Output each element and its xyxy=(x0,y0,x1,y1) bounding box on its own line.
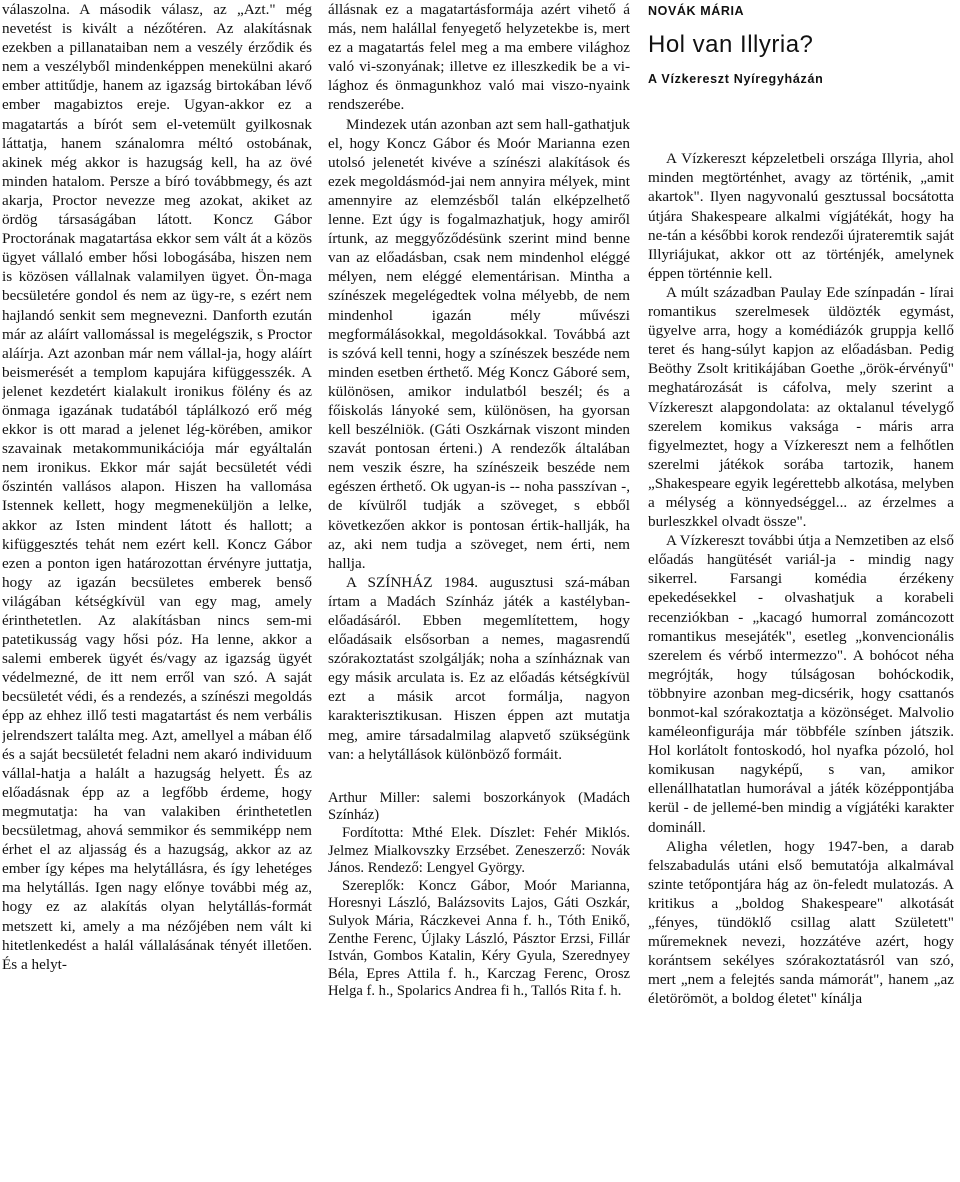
article-column-2 xyxy=(328,0,630,1176)
production-credits xyxy=(328,790,630,1001)
body-paragraph: A SZÍNHÁZ 1984. augusztusi szá-mában írtam a Madách Színház játék a kastélyban-előadásáról. Ebben megemlítettem, hogy előadásaik elsősorban a nemes, magasrendű szórakoztatást szolgálják; noha a színháznak van egy másik arculata is. Ez az előadás kétségkívül ezt a másik arcot formálja, nagyon karakterisztikusan. Hiszen éppen azt mutatja meg, amire társadalmilag alapvető szükségünk van: a helytállások különböző formáit. xyxy=(328,573,630,763)
article-subtitle: A Vízkereszt Nyíregyházán xyxy=(648,72,824,87)
article-column-3 xyxy=(648,0,954,1176)
credits-crew: Fordította: Mthé Elek. Díszlet: Fehér Miklós. Jelmez Mialkovszky Erzsébet. Zeneszerző: Novák János. Rendező: Lengyel György. xyxy=(328,824,630,877)
body-paragraph: válaszolna. A második válasz, az „Azt." még nevetést is kivált a nézőtéren. Az alakításnak ezekben a pillanataiban nem a veszély érződik és nem a veszélyből mindenképpen menekülni akaró ember attitűdje, hanem az igazság birtokában lévő ember magabiztos ereje. Ugyan-akkor ez a magatartás a bírót sem el-vetemült gyilkosnak láttatja, hanem szánalomra méltó ostobának, akinek még akkor is hazugság kell, ha az övé minden hatalom. Persze a bíró továbbmegy, és azt akarja, Proctor nevezze meg azokat, akiket az ördög társaságában látott. Koncz Gábor Proctorának magatartása ekkor sem vált át a közös ügyet vállaló ember hősi lobogásába, hiszen nem is közösen vállalnak valamilyen ügyet. Ön-maga becsületére gondol és nem az ügy-re, s ezért nem hajlandó senkit sem megnevezni. Danforth ezután már az aláírt vallomással is megelégszik, s Proctor aláírja. Azt azonban már nem vállal-ja, hogy aláírt beismerését a templom kapujára kifüggesszék. A jelenet kezdetért kialakult ironikus fölény és az önmaga igazának tudatából táplálkozó erő még ekkor is ott marad a jelenet lég-körében, amikor szavainak metakommunikációja már egyáltalán nem ironikus. Ekkor már saját becsületét védi őszintén vallásos alapon. Hiszen ha vallomása Istennek kellett, hogy megmeneküljön a lelke, akkor az Isten mindent látott és hallott; a kifüggesztés tehát nem ezért kell. Koncz Gábor ezen a ponton igen határozottan érvényre juttatja, hogy az igazán becsületes emberek benső világában kétségkívül van egy mag, amely érinthetetlen. Az alakításban nincs sem-mi patetikusság vagy hősi póz. Ha lenne, akkor a salemi emberek ügyét és/vagy az igazság ügyét védelmezné, de itt nem erről van szó. A saját becsületét védi, és a rendezés, a színészi megoldás épp az ehhez illő testi magatartást és nem verbális jelrendszert találta meg. Azt, amellyel a mában élő és a saját becsületét feladni nem akaró individuum vállal-hatja a halált a hazugság helyett. És az előadásnak épp az a legfőbb érdeme, hogy megmutatja: ha van valakiben érinthetetlen becsületmag, ahová semmikor és semmiképp nem érhet el az aljasság és a hazugság, akkor az az ember így képes ma helytállásra, és így lehetéges ma helytállás. Igen nagy előnye további még az, hogy ez az alakítás olyan helytállás-formát metszett ki, amely a ma nézőjében nem vált ki hitetlenkedést a halál vállalásának tényét illetően. És a helyt- xyxy=(2,1,312,973)
credits-play-title: Arthur Miller: salemi boszorkányok (Madách Színház) xyxy=(328,789,630,824)
article-title: Hol van Illyria? xyxy=(648,31,814,59)
article-column-1 xyxy=(2,0,312,1176)
body-paragraph: állásnak ez a magatartásformája azért vihető á más, nem halállal fenyegető helyzetekbe is, mert ez a magatartás felel meg a ma embere világhoz való vi-szonyának; illetve ez illeszkedik be a vi-lághoz és önmagunkhoz való mai viszo-nyaink rendszerébe. xyxy=(328,1,630,114)
body-paragraph: A Vízkereszt képzeletbeli országa Illyria, ahol minden megtörténhet, avagy az történik, „amit akartok". Ilyen nagyvonalú gesztussal bocsátotta útjára Shakespeare alkalmi vígjátékát, hogy ha ne-tán a későbbi korok rendezői újrateremtik saját Illyriájukat, akkor ott az történjék, amelynek éppen történnie kell. xyxy=(648,150,954,282)
body-paragraph: Mindezek után azonban azt sem hall-gathatjuk el, hogy Koncz Gábor és Moór Marianna ezen utolsó jelenetét kivéve a színészi alakítások és ezek megoldásmód-jai nem annyira mélyek, mint amennyire az elemzésből talán elképzelhető lenne. Ezt úgy is fogalmazhatjuk, hogy amiről írtunk, az meggyőződésünk szerint mind benne van az előadásban, csak nem mindenhol eléggé mélyen, nem eléggé elementárisan. Mintha a színészek megelégedtek volna mélyebb, de nem mindenhol igazán mély művészi megformálásokkal, megoldásokkal. Továbbá azt is szóvá kell tenni, hogy a színészek beszéde nem minden esetben érthető. Még Koncz Gáboré sem, különösen, amikor indulatból beszél; és a főiskolás lányoké sem, különösen, ha gyorsan kell beszélniök. (Gáti Oszkárnak viszont minden szavát pontosan érteni.) A rendezők általában nem veszik észre, ha színészeik beszéde nem egészen érthető. Ok ugyan-is -- noha passzívan -, de kívülről tudják a szöveget, s ebből következően akkor is pontosan értik-hallják, ha az, aki nem tudja a szöveget, nem érti, nem hallja. xyxy=(328,115,630,572)
body-paragraph: Aligha véletlen, hogy 1947-ben, a darab felszabadulás utáni első bemutatója alkalmával szinte tetőpontjára hág az ön-feledt mulatozás. A kritikus a „boldog Shakespeare" alkotását „fényes, tündöklő csillag alatt Született" műremeknek nevezi, hozzátéve azért, hogy korántsem sekélyes szórakoztatásról van szó, mert „nem a felejtés sanda mámorát", hanem „az életörömöt, a boldog életet" kínálja xyxy=(648,837,954,1008)
body-paragraph: A Vízkereszt további útja a Nemzetiben az első előadás hangütését variál-ja - mindig nagy sikerrel. Farsangi komédia érzékeny epekedésekkel - olvashatjuk a korabeli recenziókban - „kacagó humorral zománcozott romantikus mesejáték", esetleg „konvencionális szerelem és vérbő intermezzo". A bohócot néha megrójták, hogy túlságosan bohóckodik, többnyire azonban meg-dicsérik, hogy csattanós bonmot-kal szórakoztatja a közönséget. Malvolio kaméleonfigurája már többféle színben játszik. Hol korlátolt fontoskodó, hol nyafka pózoló, hol komikusan nagyképű, s van, amikor ellenállhatatlan humorával a játék középpontjába kerül - de jellemé-ben mindig a vígjátéki karakter domináll. xyxy=(648,532,954,836)
credits-cast: Szereplők: Koncz Gábor, Moór Marianna, Horesnyi László, Balázsovits Lajos, Gáti Oszkár, Sulyok Mária, Ráczkevei Anna f. h., Tóth Enikő, Zenthe Ferenc, Újlaky László, Pásztor Erzsi, Fillár István, Gombos Katalin, Kéry Gyula, Szerednyey Béla, Epres Attila f. h., Karczag Ferenc, Orosz Helga f. h., Spolarics Andrea fi h., Tallós Rita f. h. xyxy=(328,877,630,1000)
article-author: NOVÁK MÁRIA xyxy=(648,4,745,18)
body-paragraph: A múlt században Paulay Ede színpadán - lírai romantikus szerelmesek üldözték egymást, ügyelve arra, hogy a komédiázók gruppja kellő teret és hang-súlyt kapjon az előadásban. Pedig Beöthy Zsolt kritikájában Goethe „örök-érvényű" meghatározását is cáfolva, mely szerint a Vízkereszt alapgondolata: az oktalanul tévelygő szerelem komikus vaksága - máris arra figyelmeztet, hogy a Vízkereszt nem a felhőtlen szerelmi játékok sorába tartozik, hanem „Shakespeare egyik legérettebb alkotása, melyben a mélység a könnyedséggel... az érzelmes a burleszkkel olvadt össze". xyxy=(648,283,954,531)
